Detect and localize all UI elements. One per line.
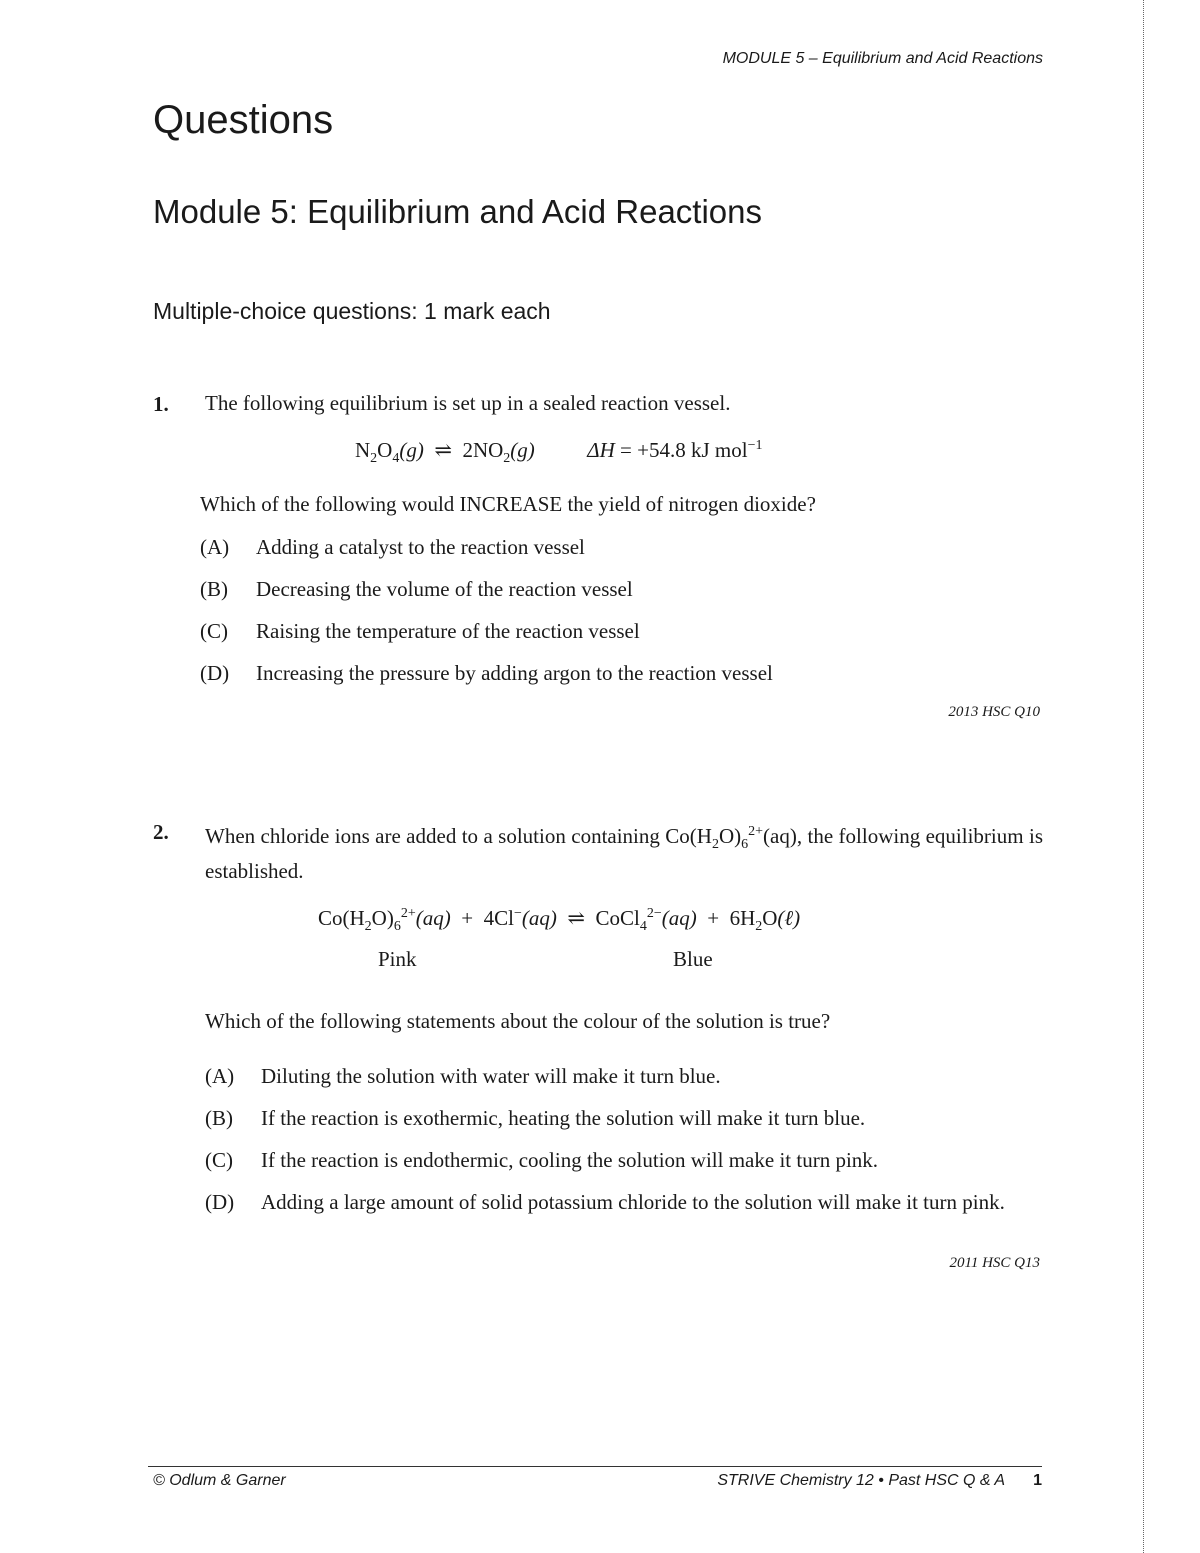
q2-option-d[interactable] [205,1189,1043,1216]
q2-stem-b: O) [718,824,742,848]
q1-option-a-text: Adding a catalyst to the reaction vessel [256,535,585,559]
q2-option-a-text: Diluting the solution with water will make it turn blue. [261,1064,721,1088]
q1-eq-dh: ΔH [587,438,615,462]
q1-eq-prod-sub: 2 [503,451,511,467]
q1-equation [355,438,762,467]
q1-option-d-label: (D) [200,661,230,685]
q2-equation [318,906,800,935]
q1-option-a-label: (A) [200,535,230,559]
q2-question: Which of the following statements about the colour of the solution is true? [205,1009,831,1033]
q2-stem [205,818,1043,885]
q1-number: 1. [153,392,169,416]
scan-edge [1143,0,1144,1553]
q1-option-c-text: Raising the temperature of the reaction vessel [256,619,640,643]
page-number: 1 [1033,1472,1042,1489]
footer-copyright: © Odlum & Garner [153,1472,286,1489]
q1-option-d[interactable] [200,660,1050,687]
q2-option-a-label: (A) [205,1064,235,1088]
q2-option-c-text: If the reaction is endothermic, cooling the solution will make it turn pink. [261,1148,879,1172]
q2-eq-plus2: + [707,906,720,930]
q2-option-a[interactable] [205,1063,1043,1090]
q2-eq-water: 6H [729,906,756,930]
q1-eq-n: N [355,438,371,462]
q1-option-d-text: Increasing the pressure by adding argon to the reaction vessel [256,661,773,685]
q1-question: Which of the following would INCREASE the yield of nitrogen dioxide? [200,492,816,516]
q1-eq-product: 2NO [462,438,504,462]
q2-eq-co: Co(H [318,906,365,930]
q2-eq-cocl-sup: 2− [646,906,662,921]
q1-eq-dh-exp: −1 [747,438,763,453]
q1-option-b-label: (B) [200,577,228,601]
module-heading: Module 5: Equilibrium and Acid Reactions [153,193,763,230]
q1-option-a[interactable] [200,534,1050,561]
footer-book-title [717,1472,1042,1490]
q2-eq-co-sup: 2+ [400,906,416,921]
q2-eq-cocl-sub: 4 [639,919,647,935]
q2-option-d-label: (D) [205,1190,235,1214]
q2-option-b-label: (B) [205,1106,233,1130]
q2-eq-co-b: O) [371,906,394,930]
q2-option-c[interactable] [205,1147,1043,1174]
q2-eq-cl-state: (aq) [521,906,557,930]
q1-eq-state2: (g) [510,438,535,462]
q2-colour-blue: Blue [673,947,713,971]
q2-option-d-text: Adding a large amount of solid potassium chloride to the solution will make it turn pink. [261,1190,1005,1214]
q1-stem: The following equilibrium is set up in a sealed reaction vessel. [205,391,731,415]
q2-eq-co-sub2: 6 [393,919,401,935]
q2-eq-water-sub: 2 [755,919,763,935]
q1-eq-o-sub: 4 [392,451,400,467]
footer-book-title-text: STRIVE Chemistry 12 • Past HSC Q & A [717,1472,1006,1489]
q2-eq-water-state: (ℓ) [777,906,801,930]
q1-eq-o: O [377,438,393,462]
q2-source: 2011 HSC Q13 [949,1255,1040,1271]
q2-number: 2. [153,820,169,844]
q1-source: 2013 HSC Q10 [948,704,1040,720]
q2-stem-a: When chloride ions are added to a solution containing Co(H [205,824,712,848]
q2-stem-c: (aq), the following equilibrium is established. [205,824,1043,884]
page-title: Questions [153,98,334,142]
q2-option-c-label: (C) [205,1148,233,1172]
q2-stem-sub2: 6 [741,837,749,853]
q1-option-c[interactable] [200,618,1050,645]
q2-eq-water-b: O [762,906,778,930]
q1-option-c-label: (C) [200,619,228,643]
q2-stem-sup: 2+ [748,824,764,839]
q2-stem-sub1: 2 [711,837,719,853]
q2-eq-cl-sup: − [513,906,522,921]
q1-eq-state1: (g) [399,438,424,462]
q1-eq-dh-value: = +54.8 kJ mol [620,438,748,462]
q1-eq-n-sub: 2 [370,451,378,467]
q2-eq-arrow: ⇌ [567,906,585,930]
q1-eq-arrow: ⇌ [434,438,452,462]
q2-options [205,1063,1043,1216]
q1-option-b-text: Decreasing the volume of the reaction vessel [256,577,633,601]
q2-eq-plus1: + [461,906,474,930]
q2-option-b[interactable] [205,1105,1043,1132]
q1-option-b[interactable] [200,576,1050,603]
running-header: MODULE 5 – Equilibrium and Acid Reactions [722,50,1043,67]
q2-eq-cocl: CoCl [595,906,640,930]
q1-options [200,534,1050,687]
section-heading: Multiple-choice questions: 1 mark each [153,298,551,324]
q2-colour-pink: Pink [378,947,417,971]
footer-divider [148,1466,1042,1467]
q2-eq-cl: 4Cl [483,906,514,930]
q2-eq-co-state: (aq) [415,906,451,930]
q2-eq-cocl-state: (aq) [661,906,697,930]
q2-eq-co-sub1: 2 [364,919,372,935]
q2-option-b-text: If the reaction is exothermic, heating the solution will make it turn blue. [261,1106,866,1130]
